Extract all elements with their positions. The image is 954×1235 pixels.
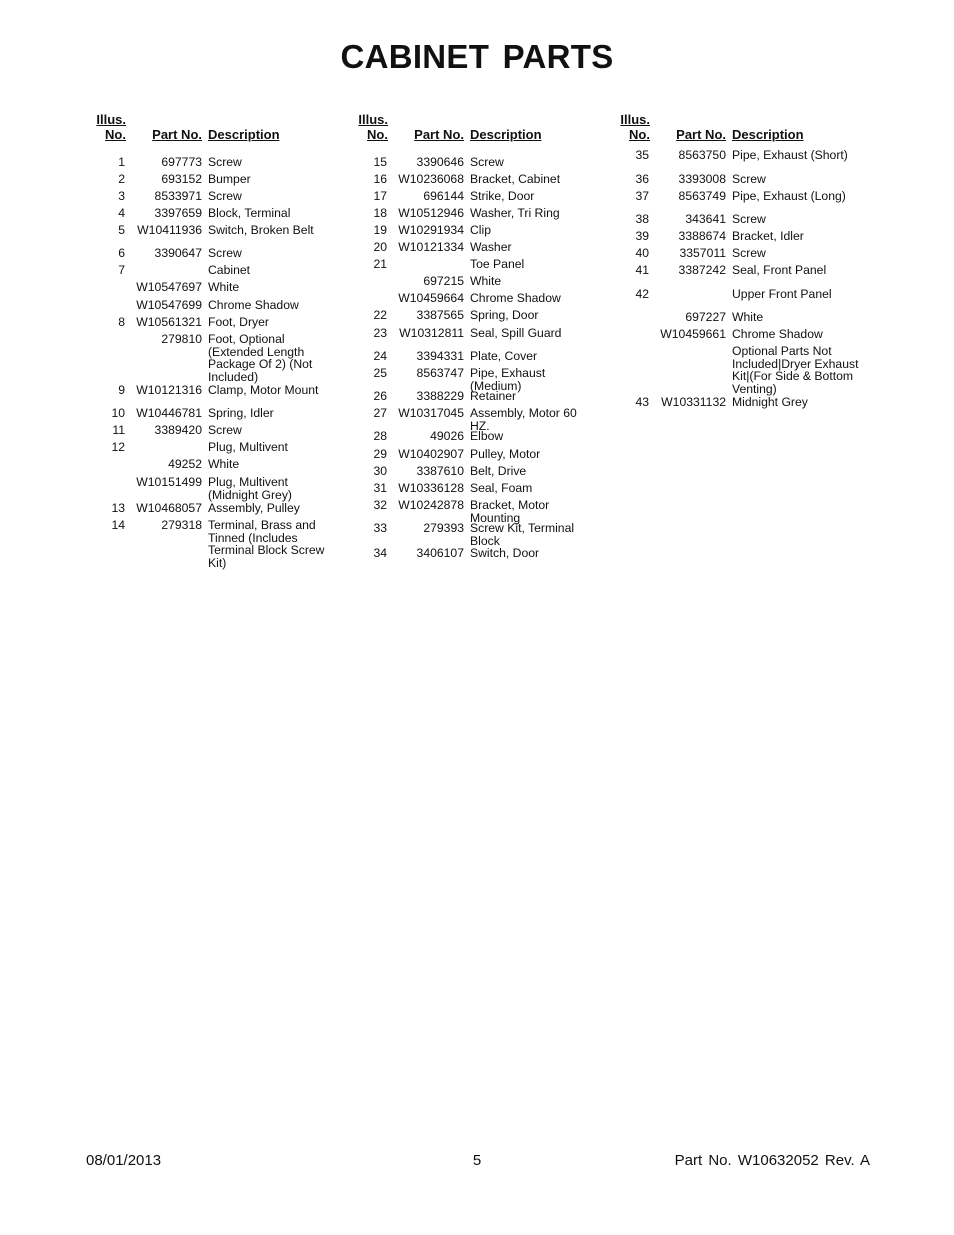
table-row [611, 230, 860, 243]
illus-number: 39 [635, 229, 649, 243]
description: Chrome Shadow [732, 327, 823, 341]
table-row [87, 247, 336, 260]
part-number: 8563750 [678, 148, 726, 162]
table-row [87, 441, 336, 454]
description: Screw [208, 423, 242, 437]
illus-number: 28 [373, 429, 387, 443]
description: Plug, Multivent (Midnight Grey) [208, 475, 292, 502]
part-number: 343641 [685, 212, 726, 226]
part-number: W10411936 [137, 223, 202, 237]
part-number: 279393 [423, 521, 464, 535]
illus-number: 34 [373, 546, 387, 560]
table-row [87, 299, 336, 312]
description: Pipe, Exhaust (Short) [732, 148, 848, 162]
description: Switch, Door [470, 546, 540, 560]
description: Assembly, Pulley [208, 501, 300, 515]
part-number: 49026 [430, 429, 464, 443]
table-row [87, 316, 336, 329]
part-number: W10242878 [398, 498, 464, 512]
part-number: W10446781 [136, 406, 202, 420]
description: Bracket, Idler [732, 229, 804, 243]
table-row [611, 396, 860, 409]
part-number: W10331132 [661, 395, 726, 409]
illus-number: 31 [373, 481, 387, 495]
illus-no-header: Illus. No. [358, 112, 388, 142]
description: Midnight Grey [732, 395, 808, 409]
illus-number: 32 [373, 498, 387, 512]
part-number: 3389420 [154, 423, 202, 437]
table-row [611, 149, 860, 162]
illus-number: 41 [635, 263, 649, 277]
part-number: W10547697 [136, 280, 202, 294]
table-row [349, 522, 598, 547]
part-number: W10547699 [136, 298, 202, 312]
table-row [87, 384, 336, 397]
table-row [349, 275, 598, 288]
part-number: 3397659 [154, 206, 202, 220]
description: Foot, Dryer [208, 315, 269, 329]
part-number: 697215 [423, 274, 464, 288]
part-number: W10151499 [136, 475, 202, 489]
part-number: 279318 [161, 518, 202, 532]
table-row [349, 190, 598, 203]
table-row [87, 519, 336, 569]
table-row [87, 264, 336, 277]
illus-number: 21 [373, 257, 387, 271]
illus-number: 9 [118, 383, 125, 397]
part-number: 3388674 [678, 229, 726, 243]
description: Washer, Tri Ring [470, 206, 560, 220]
illus-number: 37 [635, 189, 649, 203]
description-header: Description [208, 127, 280, 142]
description: Pipe, Exhaust (Medium) [470, 366, 546, 393]
part-number: W10468057 [136, 501, 202, 515]
footer-page-number: 5 [472, 1152, 482, 1169]
description: White [208, 280, 240, 294]
part-number: 3388229 [416, 389, 464, 403]
illus-no-header: Illus. No. [96, 112, 126, 142]
table-row [349, 327, 598, 340]
illus-number: 12 [111, 440, 125, 454]
illus-number: 3 [118, 189, 125, 203]
description-header: Description [470, 127, 542, 142]
description-header: Description [732, 127, 804, 142]
footer-part-number: Part No. W10632052 Rev. A [674, 1152, 870, 1169]
illus-number: 43 [635, 395, 649, 409]
description: Spring, Idler [208, 406, 274, 420]
description: Screw [208, 155, 242, 169]
description: Clip [470, 223, 491, 237]
table-row [611, 190, 860, 203]
table-row [87, 207, 336, 220]
description: Chrome Shadow [208, 298, 299, 312]
description: Upper Front Panel [732, 287, 832, 301]
description: Terminal, Brass and Tinned (Includes Terminal Block Screw Kit) [208, 518, 325, 570]
table-row [611, 288, 860, 301]
table-row [349, 465, 598, 478]
description: Pulley, Motor [470, 447, 541, 461]
table-row [349, 390, 598, 403]
illus-number: 40 [635, 246, 649, 260]
description: Screw [470, 155, 504, 169]
description: Screw [208, 189, 242, 203]
illus-number: 36 [635, 172, 649, 186]
part-number: W10121316 [136, 383, 202, 397]
description: Optional Parts Not Included|Dryer Exhaust Kit|(For Side & Bottom Venting) [732, 344, 859, 396]
table-row [611, 264, 860, 277]
footer-date: 08/01/2013 [86, 1152, 162, 1169]
illus-number: 7 [118, 263, 125, 277]
description: Plug, Multivent [208, 440, 288, 454]
part-number: W10236068 [398, 172, 464, 186]
part-number: 3387242 [678, 263, 726, 277]
illus-number: 20 [373, 240, 387, 254]
illus-number: 26 [373, 389, 387, 403]
description: Retainer [470, 389, 517, 403]
illus-number: 23 [373, 326, 387, 340]
description: Strike, Door [470, 189, 535, 203]
part-number: W10317045 [398, 406, 464, 420]
illus-no-header: Illus. No. [620, 112, 650, 142]
description: Plate, Cover [470, 349, 538, 363]
part-number: 49252 [168, 457, 202, 471]
description: Screw [208, 246, 242, 260]
part-number: W10402907 [398, 447, 464, 461]
table-row [349, 309, 598, 322]
table-row [611, 213, 860, 226]
part-number: W10561321 [136, 315, 202, 329]
table-row [87, 424, 336, 437]
table-row [611, 173, 860, 186]
illus-number: 10 [111, 406, 125, 420]
description: Pipe, Exhaust (Long) [732, 189, 846, 203]
part-number: 8563747 [416, 366, 464, 380]
illus-number: 42 [635, 287, 649, 301]
part-number: W10512946 [398, 206, 464, 220]
illus-number: 11 [112, 423, 125, 437]
illus-number: 19 [373, 223, 387, 237]
part-number: W10336128 [398, 481, 464, 495]
part-number: W10459661 [660, 327, 726, 341]
table-row [87, 281, 336, 294]
description: Screw [732, 246, 766, 260]
illus-number: 30 [373, 464, 387, 478]
description: Bracket, Cabinet [470, 172, 561, 186]
table-row [611, 247, 860, 260]
part-number: 3393008 [678, 172, 726, 186]
description: Bracket, Motor Mounting [470, 498, 550, 525]
part-number: 3390647 [154, 246, 202, 260]
table-row [349, 430, 598, 443]
part-number: 697227 [685, 310, 726, 324]
table-row [349, 241, 598, 254]
illus-number: 13 [111, 501, 125, 515]
part-number: 3357011 [679, 246, 726, 260]
description: Seal, Foam [470, 481, 533, 495]
description: White [470, 274, 502, 288]
table-row [349, 173, 598, 186]
part-number: 697773 [161, 155, 202, 169]
part-number: 279810 [161, 332, 202, 346]
part-number: 3406107 [416, 546, 464, 560]
description: Belt, Drive [470, 464, 527, 478]
illus-number: 24 [373, 349, 387, 363]
table-row [87, 224, 336, 237]
description: Cabinet [208, 263, 251, 277]
description: Block, Terminal [208, 206, 291, 220]
description: Elbow [470, 429, 504, 443]
table-row [349, 156, 598, 169]
illus-number: 25 [373, 366, 387, 380]
illus-number: 17 [373, 189, 387, 203]
illus-number: 8 [118, 315, 125, 329]
table-row [349, 350, 598, 363]
part-number: 693152 [161, 172, 202, 186]
table-row [87, 173, 336, 186]
description: Assembly, Motor 60 HZ. [470, 406, 577, 433]
part-no-header: Part No. [152, 127, 202, 142]
description: White [732, 310, 764, 324]
part-number: 3387610 [416, 464, 464, 478]
illus-number: 35 [635, 148, 649, 162]
table-row [349, 482, 598, 495]
table-row [349, 258, 598, 271]
part-no-header: Part No. [414, 127, 464, 142]
part-number: W10291934 [398, 223, 464, 237]
description: Foot, Optional (Extended Length Package Of 2) (Not Included) [208, 332, 313, 384]
description: Washer [470, 240, 512, 254]
table-row [349, 448, 598, 461]
illus-number: 15 [373, 155, 387, 169]
part-number: W10312811 [399, 326, 464, 340]
table-row [87, 476, 336, 501]
illus-number: 38 [635, 212, 649, 226]
part-number: 3390646 [416, 155, 464, 169]
table-row [87, 458, 336, 471]
illus-number: 27 [373, 406, 387, 420]
description: Spring, Door [470, 308, 539, 322]
part-number: W10459664 [398, 291, 464, 305]
table-row [611, 311, 860, 324]
table-row [611, 345, 860, 395]
illus-number: 14 [111, 518, 125, 532]
description: Clamp, Motor Mount [208, 383, 319, 397]
illus-number: 18 [373, 206, 387, 220]
illus-number: 16 [373, 172, 387, 186]
description: Chrome Shadow [470, 291, 561, 305]
part-number: 696144 [423, 189, 464, 203]
table-row [349, 547, 598, 560]
description: Screw [732, 212, 766, 226]
description: Toe Panel [470, 257, 525, 271]
table-row [87, 333, 336, 383]
table-row [87, 190, 336, 203]
illus-number: 6 [118, 246, 125, 260]
part-number: W10121334 [398, 240, 464, 254]
table-row [87, 502, 336, 515]
illus-number: 1 [118, 155, 125, 169]
part-no-header: Part No. [676, 127, 726, 142]
part-number: 8563749 [678, 189, 726, 203]
part-number: 3387565 [416, 308, 464, 322]
table-row [87, 407, 336, 420]
illus-number: 4 [118, 206, 125, 220]
page-title: CABINET PARTS [340, 38, 614, 75]
part-number: 8533971 [154, 189, 202, 203]
illus-number: 2 [118, 172, 125, 186]
description: Screw [732, 172, 766, 186]
description: Seal, Spill Guard [470, 326, 562, 340]
illus-number: 22 [373, 308, 387, 322]
table-row [611, 328, 860, 341]
table-row [349, 224, 598, 237]
illus-number: 29 [373, 447, 387, 461]
description: Seal, Front Panel [732, 263, 827, 277]
table-row [349, 292, 598, 305]
illus-number: 5 [118, 223, 125, 237]
table-row [349, 207, 598, 220]
description: Screw Kit, Terminal Block [470, 521, 575, 548]
description: White [208, 457, 240, 471]
description: Switch, Broken Belt [208, 223, 314, 237]
description: Bumper [208, 172, 251, 186]
part-number: 3394331 [416, 349, 464, 363]
table-row [87, 156, 336, 169]
illus-number: 33 [373, 521, 387, 535]
